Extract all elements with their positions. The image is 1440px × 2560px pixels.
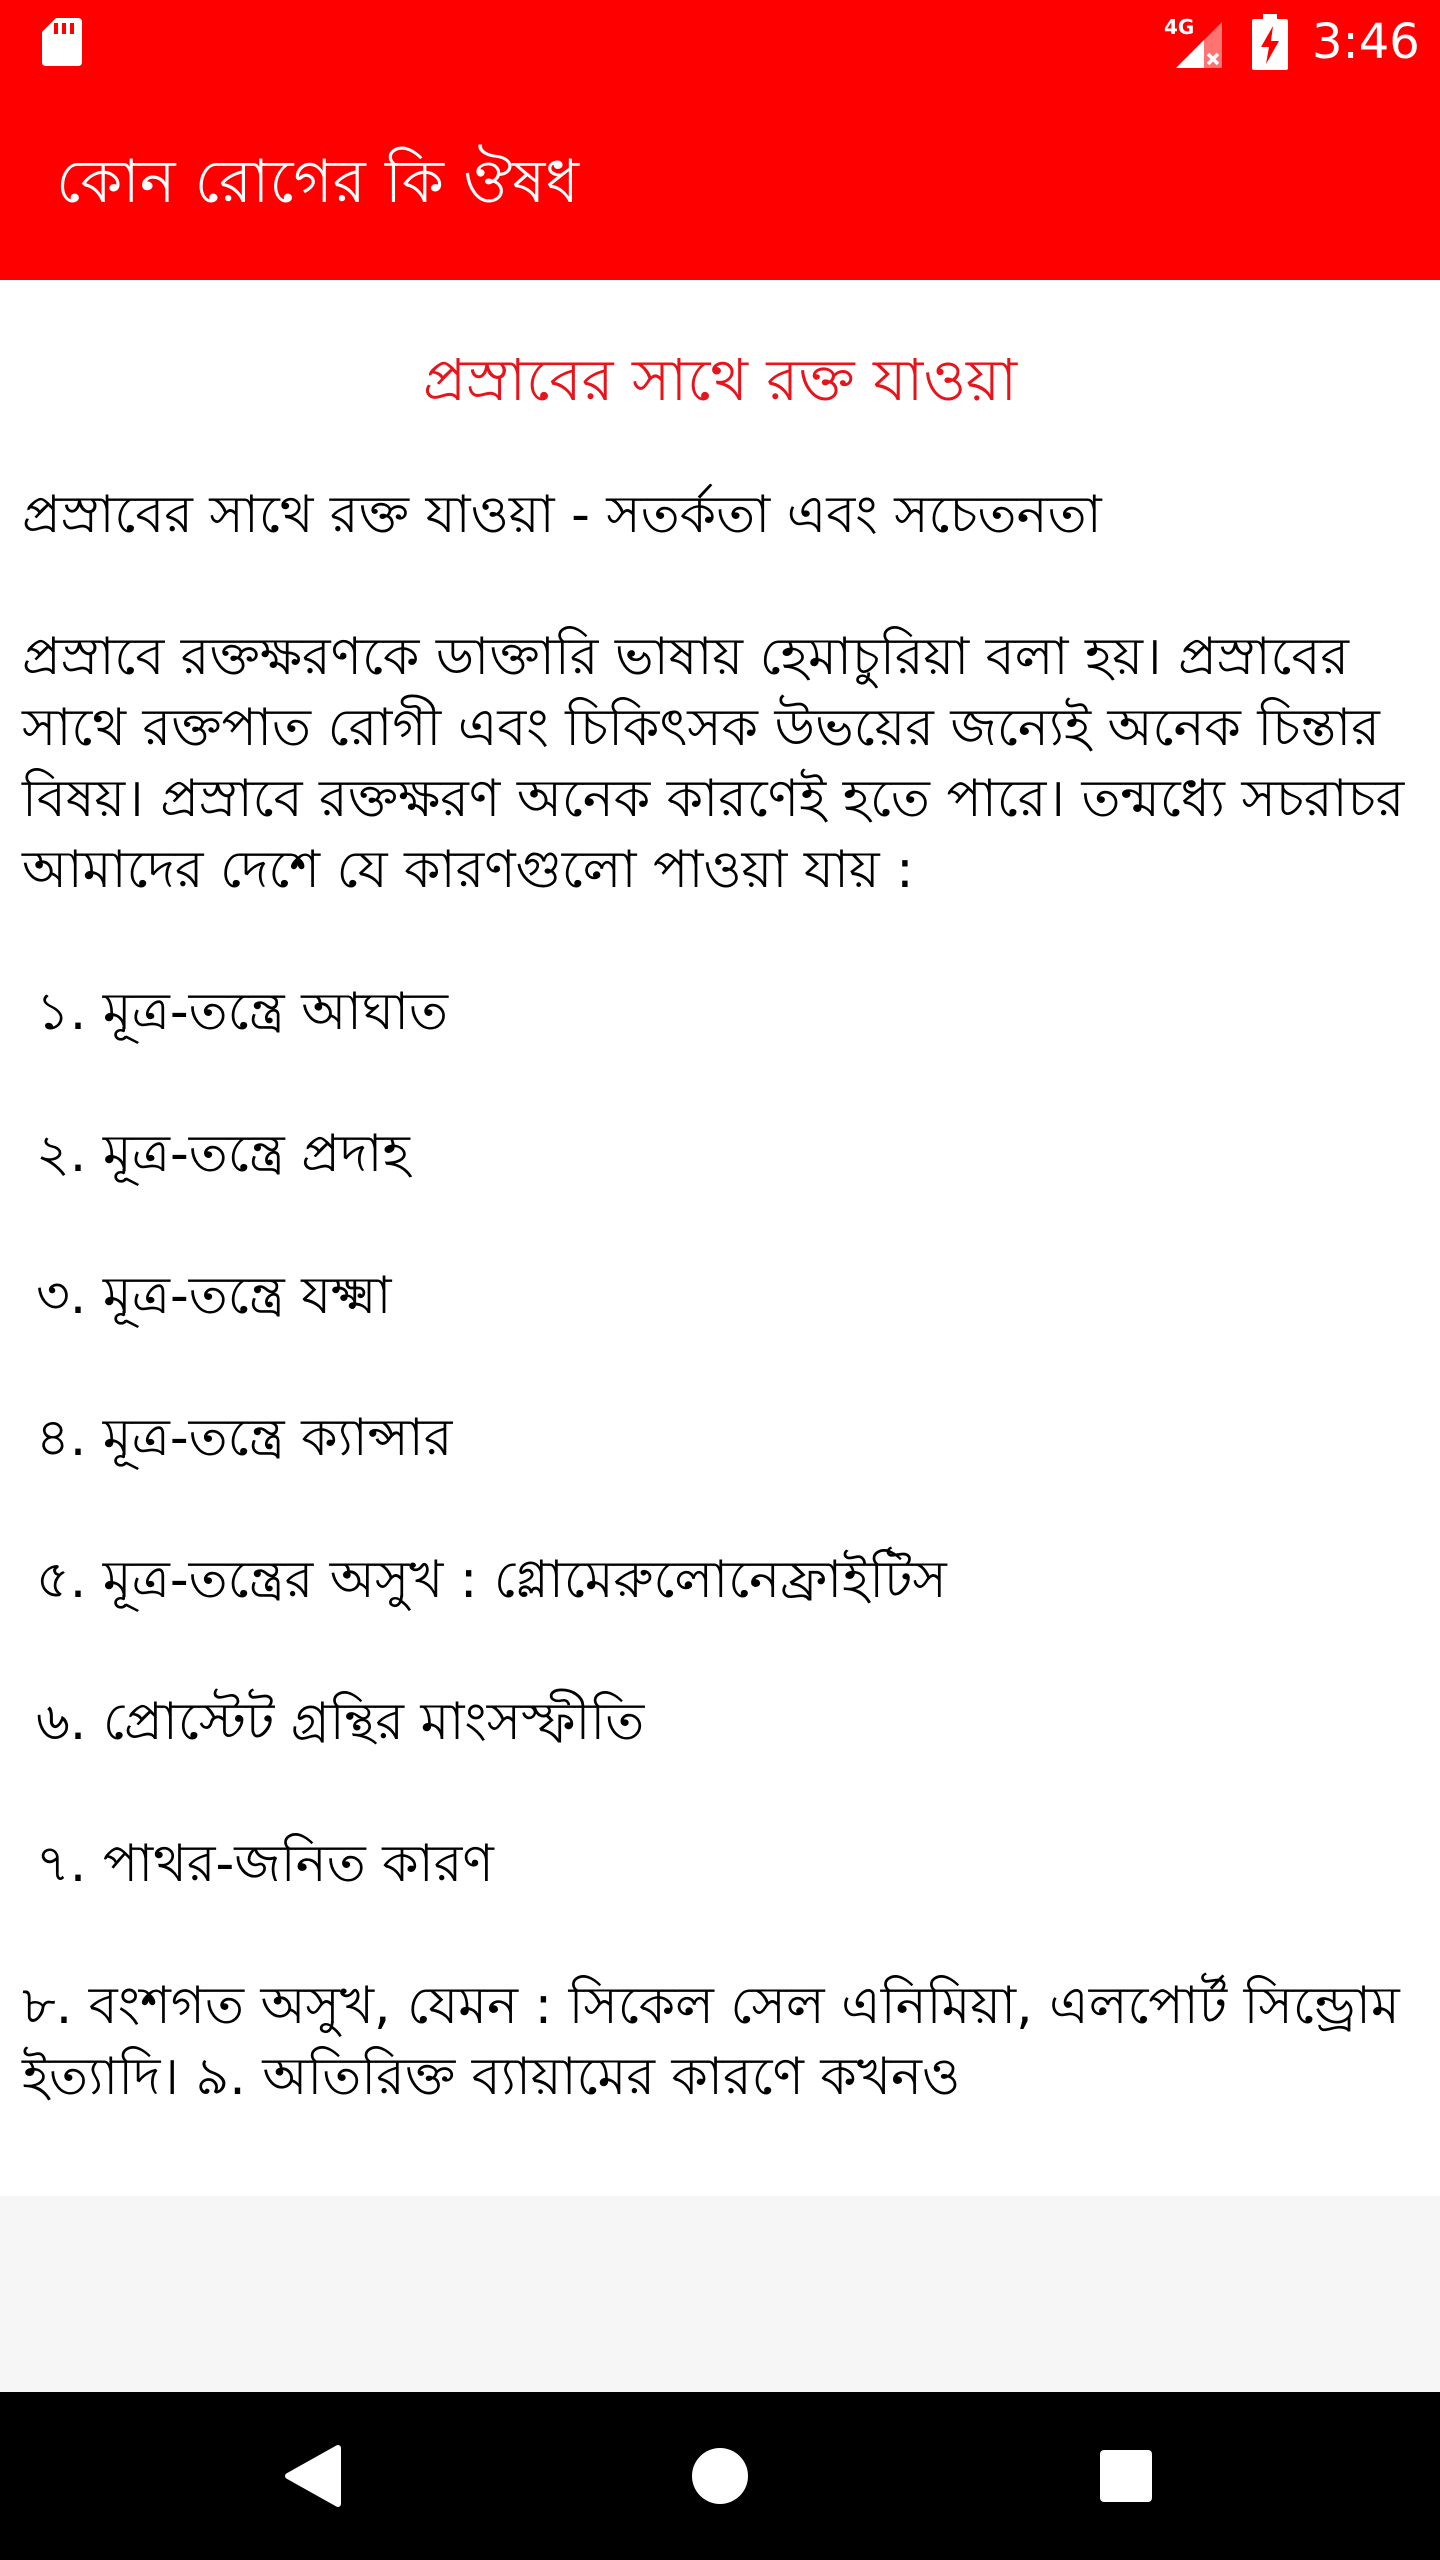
list-item: ৪. মূত্র-তন্ত্রে ক্যান্সার [36,1408,453,1468]
list-item: ১. মূত্র-তন্ত্রে আঘাত [36,982,449,1042]
article-body [22,480,1422,2113]
article-subtitle: প্রস্রাবের সাথে রক্ত যাওয়া - সতর্কতা এবং সচেতনতা [22,485,1102,545]
sd-card-icon [42,18,82,66]
back-icon[interactable] [264,2426,364,2526]
article-scroll-view[interactable] [0,280,1440,2196]
article-intro: প্রস্রাবে রক্তক্ষরণকে ডাক্তারি ভাষায় হেমাচুরিয়া বলা হয়। প্রস্রাবের সাথে রক্তপাত রোগী এবং চিকিৎসক উভয়ের জন্যেই অনেক চিন্তার বিষয়। প্রস্রাবে রক্তক্ষরণ অনেক কারণেই হতে পারে। তন্মধ্যে সচরাচর আমাদের দেশে যে কারণগুলো পাওয়া যায় : [22,627,1405,900]
network-type-label: 4G [1164,15,1195,39]
status-clock: 3:46 [1312,14,1420,70]
article-heading: প্রস্রাবের সাথে রক্ত যাওয়া [422,346,1018,414]
navigation-bar [0,2392,1440,2560]
list-item: ৩. মূত্র-তন্ত্রে যক্ষ্মা [36,1266,392,1326]
home-icon[interactable] [670,2426,770,2526]
list-item: ৫. মূত্র-তন্ত্রের অসুখ : গ্লোমেরুলোনেফ্রাইটিস [36,1550,947,1610]
app-toolbar [0,84,1440,280]
list-item: ৭. পাথর-জনিত কারণ [36,1834,494,1894]
signal-icon [1162,14,1230,70]
status-bar [0,0,1440,84]
list-item: ৬. প্রোস্টেট গ্রন্থির মাংসস্ফীতি [36,1692,645,1752]
list-item: ২. মূত্র-তন্ত্রে প্রদাহ [36,1124,410,1184]
battery-charging-icon [1252,14,1288,70]
app-title: কোন রোগের কি ঔষধ [56,147,580,217]
recent-apps-icon[interactable] [1076,2426,1176,2526]
bottom-blank-area [0,2196,1440,2392]
article-continuation: ৮. বংশগত অসুখ, যেমন : সিকেল সেল এনিমিয়া, এলপোর্ট সিন্ড্রোম ইত্যাদি। ৯. অতিরিক্ত ব্যায়ামের কারণে কখনও [22,1976,1400,2107]
